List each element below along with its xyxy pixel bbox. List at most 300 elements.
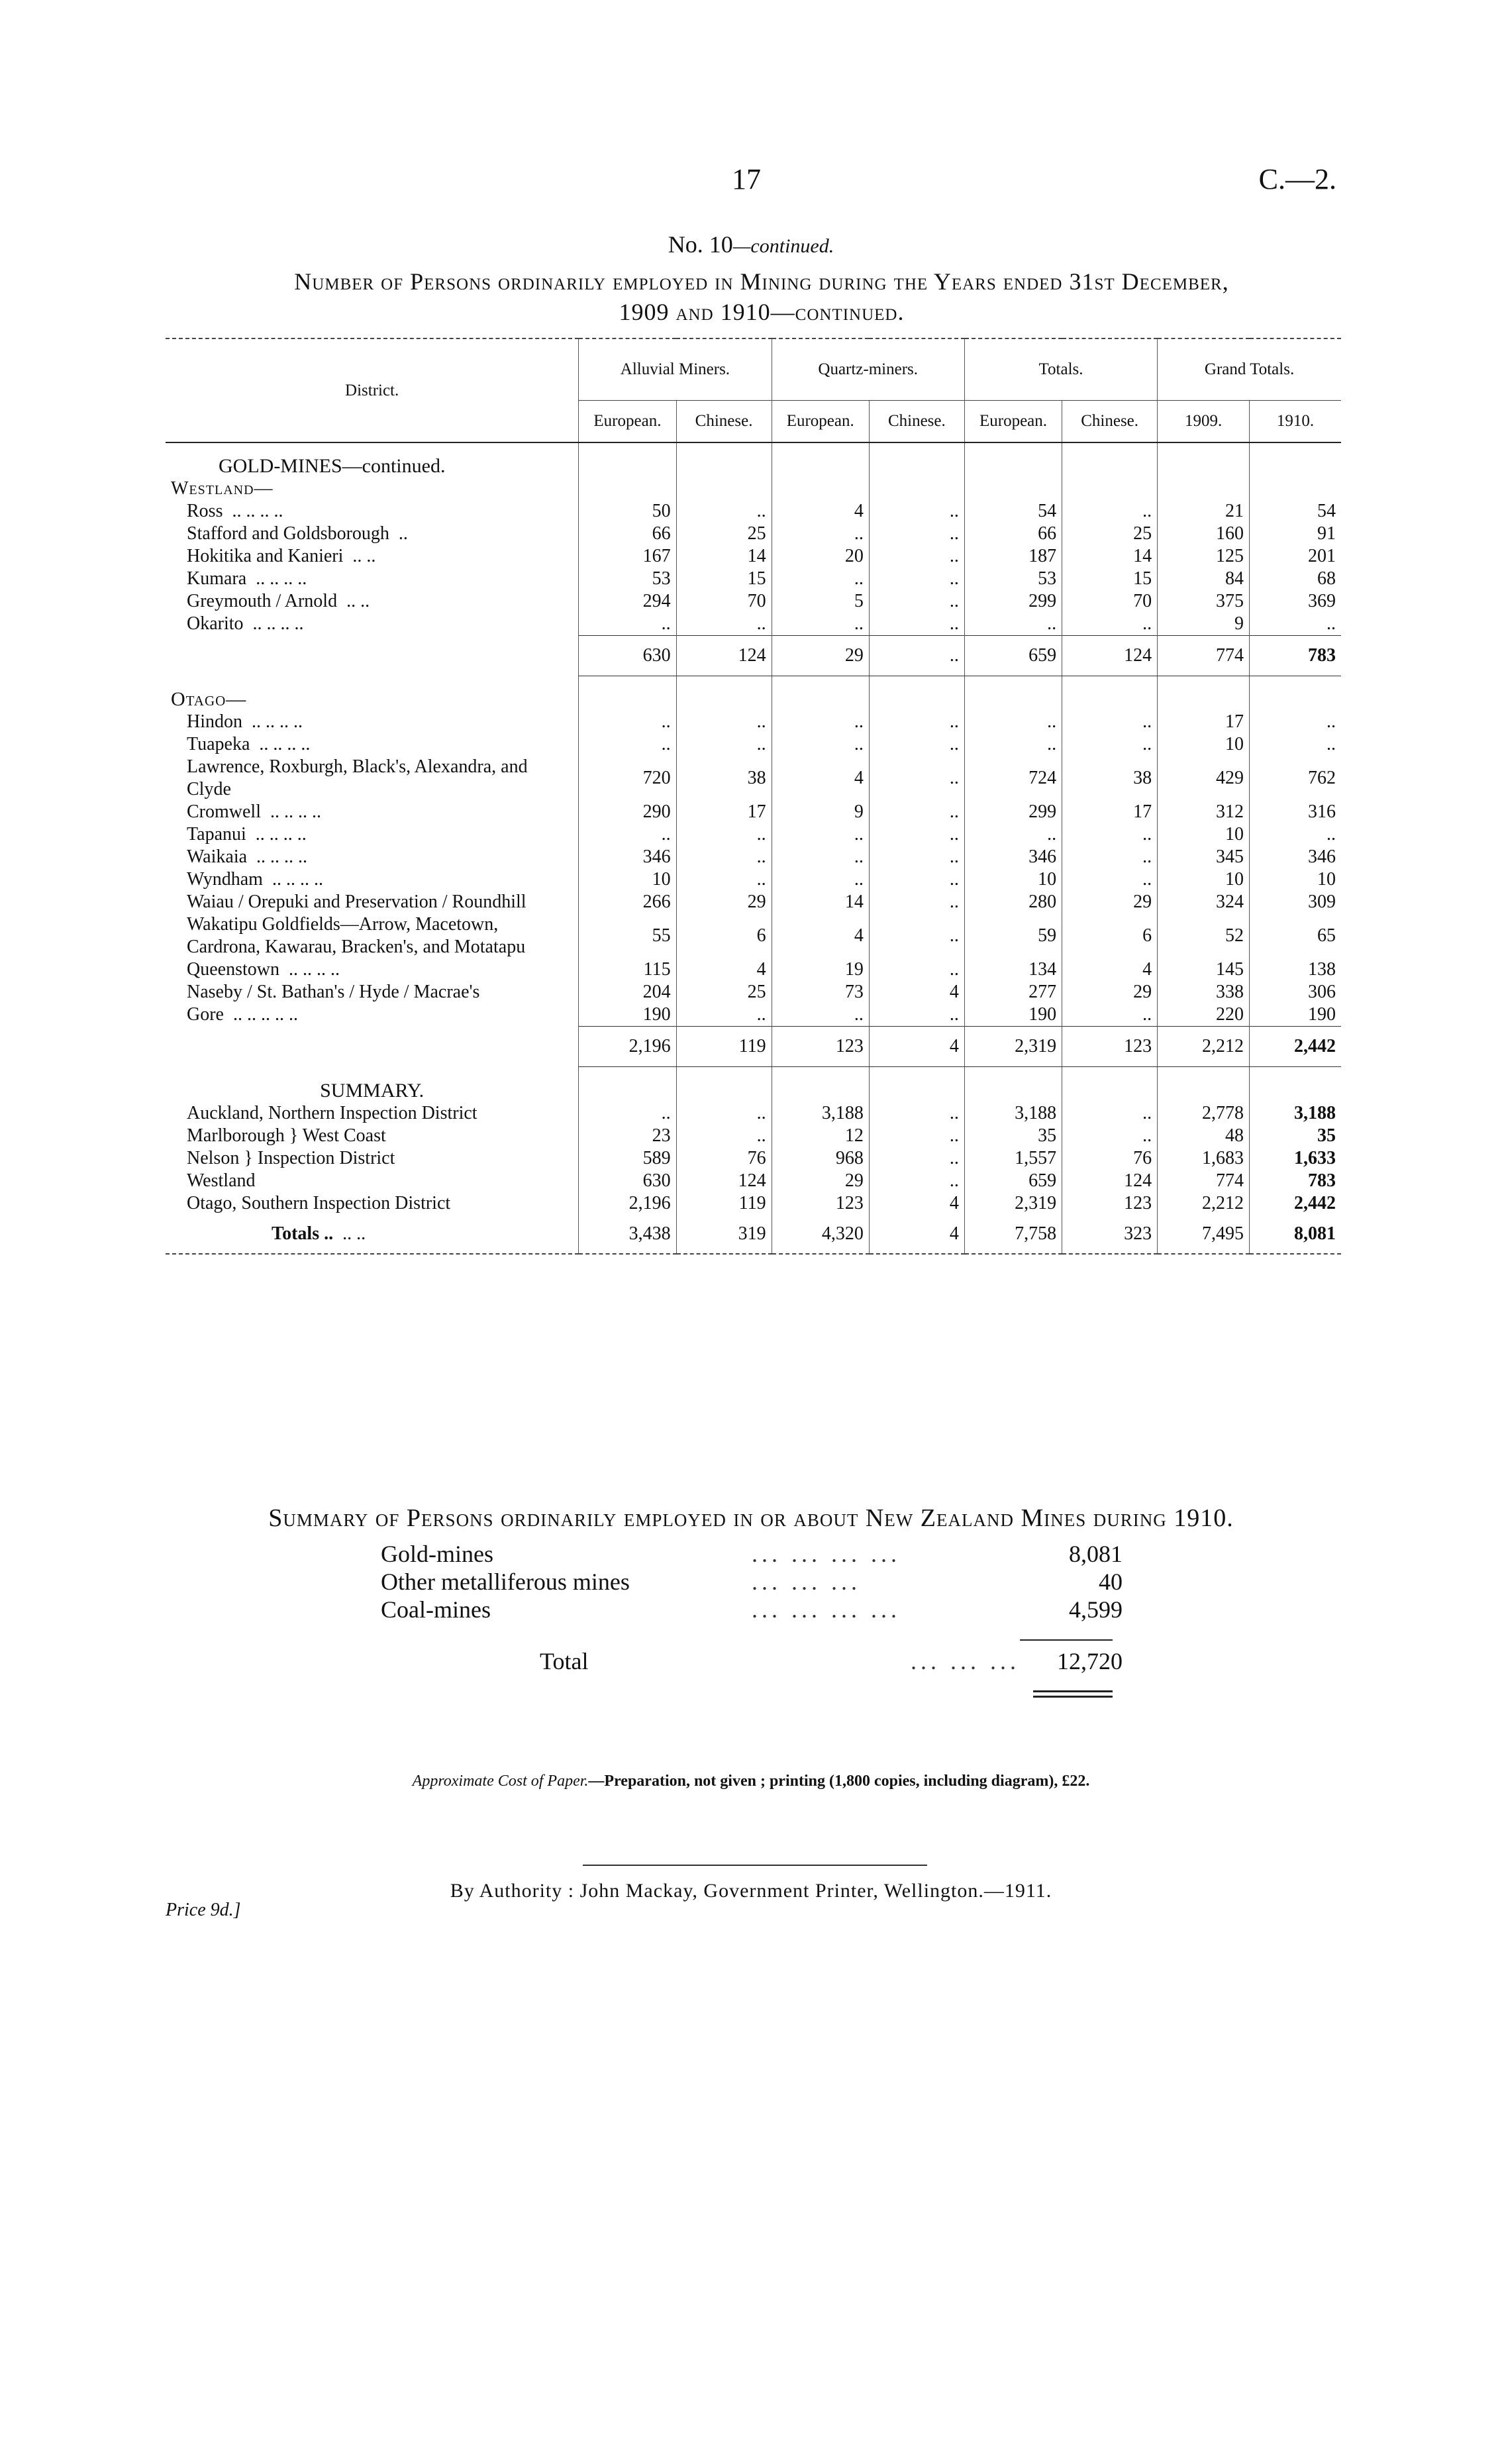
table-cell: .. — [1062, 1102, 1158, 1125]
table-cell: .. — [869, 568, 964, 590]
table-row — [166, 846, 1341, 868]
table-cell: 50 — [579, 500, 676, 523]
total-cell: 2,319 — [964, 1026, 1062, 1066]
table-cell: 35 — [964, 1125, 1062, 1147]
district-name: Tuapeka .. .. .. .. — [187, 733, 311, 754]
table-cell: 3,188 — [1250, 1102, 1341, 1125]
table-cell: 294 — [579, 590, 676, 613]
district-name: Wakatipu Goldfields—Arrow, Macetown, Cardrona, Kawarau, Bracken's, and Motatapu — [187, 913, 526, 957]
table-cell: .. — [869, 590, 964, 613]
col-district: District. — [166, 338, 579, 442]
table-cell: 774 — [1158, 1170, 1250, 1192]
total-cell: 2,212 — [1158, 1026, 1250, 1066]
table-cell: .. — [676, 613, 772, 636]
table-cell: 346 — [964, 846, 1062, 868]
table-cell: .. — [676, 868, 772, 891]
printer-rule — [583, 1865, 927, 1866]
table-cell: .. — [869, 613, 964, 636]
summary-total-cell: 4,320 — [772, 1215, 869, 1254]
table-cell: 6 — [1062, 913, 1158, 958]
table-cell: 29 — [1062, 891, 1158, 913]
summary-total-cell: 319 — [676, 1215, 772, 1254]
table-cell: .. — [676, 1003, 772, 1027]
table-cell: 29 — [772, 1170, 869, 1192]
table-cell: 123 — [772, 1192, 869, 1215]
total-cell: 630 — [579, 636, 676, 676]
table-cell: 84 — [1158, 568, 1250, 590]
table-cell: 12 — [772, 1125, 869, 1147]
table-cell: 53 — [579, 568, 676, 590]
district-name: Cromwell .. .. .. .. — [187, 801, 321, 822]
summary2-label: Coal-mines — [381, 1596, 491, 1623]
table-cell: .. — [869, 1125, 964, 1147]
table-cell: 190 — [1250, 1003, 1341, 1027]
district-name: Nelson } Inspection District — [187, 1148, 395, 1168]
table-cell: 429 — [1158, 756, 1250, 801]
table-cell: .. — [1062, 846, 1158, 868]
table-cell: .. — [1062, 868, 1158, 891]
table-cell: .. — [1062, 613, 1158, 636]
table-cell: .. — [869, 500, 964, 523]
table-cell: 138 — [1250, 958, 1341, 981]
table-cell: 10 — [1250, 868, 1341, 891]
table-cell: .. — [772, 733, 869, 756]
total-cell: 124 — [1062, 636, 1158, 676]
col-grand-1909: 1909. — [1158, 401, 1250, 443]
table-cell: 312 — [1158, 801, 1250, 823]
table-cell: 9 — [1158, 613, 1250, 636]
table-row — [166, 1170, 1341, 1192]
table-cell: 15 — [676, 568, 772, 590]
table-cell: 720 — [579, 756, 676, 801]
summary-rows — [166, 1102, 1341, 1215]
table-cell: .. — [772, 523, 869, 545]
district-name: Lawrence, Roxburgh, Black's, Alexandra, and Clyde — [187, 756, 528, 799]
table-cell: .. — [964, 733, 1062, 756]
table-cell: 4 — [869, 981, 964, 1003]
table-cell: .. — [869, 1170, 964, 1192]
summary-total-row — [166, 1215, 1341, 1254]
header-row — [166, 338, 1341, 401]
summary2-list — [381, 1540, 1123, 1675]
total-cell: 123 — [772, 1026, 869, 1066]
total-cell: 119 — [676, 1026, 772, 1066]
table-cell: 338 — [1158, 981, 1250, 1003]
table-cell: .. — [676, 1125, 772, 1147]
col-alluvial: Alluvial Miners. — [579, 338, 772, 401]
summary2-label: Gold-mines — [381, 1541, 493, 1567]
table-cell: .. — [579, 733, 676, 756]
table-cell: 4 — [1062, 958, 1158, 981]
summary-total-label: Totals .. .. .. — [166, 1215, 579, 1254]
col-grand: Grand Totals. — [1158, 338, 1341, 401]
table-cell: 15 — [1062, 568, 1158, 590]
table-title-line1: Number of Persons ordinarily employed in Mining during the Years ended 31st December, — [294, 268, 1229, 295]
table-cell: .. — [869, 545, 964, 568]
table-cell: 762 — [1250, 756, 1341, 801]
district-name: Greymouth / Arnold .. .. — [187, 591, 370, 611]
total-cell: 659 — [964, 636, 1062, 676]
table-cell: .. — [1250, 613, 1341, 636]
table-cell: 4 — [676, 958, 772, 981]
table-cell: 4 — [772, 913, 869, 958]
table-cell: 20 — [772, 545, 869, 568]
summary2-dots: ... ... ... — [752, 1568, 861, 1595]
table-row — [166, 823, 1341, 846]
table-row — [166, 711, 1341, 733]
table-cell: 48 — [1158, 1125, 1250, 1147]
summary2-row — [381, 1568, 1123, 1596]
table-cell: 167 — [579, 545, 676, 568]
table-cell: 54 — [964, 500, 1062, 523]
table-cell: 19 — [772, 958, 869, 981]
table-cell: .. — [1250, 733, 1341, 756]
table-cell: 17 — [1158, 711, 1250, 733]
table-cell: .. — [1062, 500, 1158, 523]
table-cell: 2,778 — [1158, 1102, 1250, 1125]
table-cell: 14 — [772, 891, 869, 913]
table-cell: 123 — [1062, 1192, 1158, 1215]
table-cell: 66 — [579, 523, 676, 545]
table-cell: 23 — [579, 1125, 676, 1147]
table-cell: .. — [1062, 1003, 1158, 1027]
district-name: Okarito .. .. .. .. — [187, 613, 304, 635]
table-number — [0, 231, 1502, 258]
table-cell: 659 — [964, 1170, 1062, 1192]
table-cell: 160 — [1158, 523, 1250, 545]
table-cell: .. — [869, 756, 964, 801]
table-cell: 316 — [1250, 801, 1341, 823]
table-row — [166, 733, 1341, 756]
table-cell: .. — [579, 711, 676, 733]
table-cell: 1,683 — [1158, 1147, 1250, 1170]
table-cell: .. — [1250, 823, 1341, 846]
table-cell: 3,188 — [964, 1102, 1062, 1125]
table-cell: 1,633 — [1250, 1147, 1341, 1170]
table-cell: 119 — [676, 1192, 772, 1215]
table-cell: 324 — [1158, 891, 1250, 913]
table-cell: 2,319 — [964, 1192, 1062, 1215]
table-cell: 190 — [964, 1003, 1062, 1027]
table-cell: .. — [676, 711, 772, 733]
table-cell: 14 — [676, 545, 772, 568]
table-cell: 10 — [1158, 733, 1250, 756]
table-cell: .. — [869, 958, 964, 981]
table-cell: .. — [772, 846, 869, 868]
table-cell: 59 — [964, 913, 1062, 958]
district-name: Waiau / Orepuki and Preservation / Roundhill — [187, 891, 526, 912]
table-cell: 53 — [964, 568, 1062, 590]
district-name: Stafford and Goldsborough .. — [187, 523, 408, 544]
section-summary: SUMMARY. — [320, 1080, 425, 1102]
table-row — [166, 613, 1341, 636]
table-cell: .. — [676, 1102, 772, 1125]
table-cell: 968 — [772, 1147, 869, 1170]
table-cell: .. — [772, 868, 869, 891]
district-name: Auckland, Northern Inspection District — [187, 1103, 477, 1123]
district-name: Ross .. .. .. .. — [187, 501, 283, 521]
summary2-dots: ... ... ... ... — [752, 1596, 901, 1623]
table-cell: .. — [772, 1003, 869, 1027]
table-cell: 70 — [676, 590, 772, 613]
section-row — [166, 1066, 1341, 1102]
table-cell: 290 — [579, 801, 676, 823]
district-name: Naseby / St. Bathan's / Hyde / Macrae's — [187, 981, 480, 1002]
table-cell: .. — [869, 868, 964, 891]
total-cell: 123 — [1062, 1026, 1158, 1066]
table-cell: 29 — [676, 891, 772, 913]
table-cell: .. — [869, 891, 964, 913]
table-cell: 54 — [1250, 500, 1341, 523]
table-cell: .. — [869, 846, 964, 868]
table-cell: 124 — [1062, 1170, 1158, 1192]
table-cell: 21 — [1158, 500, 1250, 523]
summary2-label: Other metalliferous mines — [381, 1568, 630, 1595]
table-cell: 724 — [964, 756, 1062, 801]
total-cell: 29 — [772, 636, 869, 676]
table-cell: 345 — [1158, 846, 1250, 868]
table-cell: .. — [1062, 823, 1158, 846]
table-cell: .. — [869, 823, 964, 846]
table-cell: .. — [579, 1102, 676, 1125]
summary2-value: 4,599 — [1069, 1596, 1123, 1623]
table-cell: .. — [772, 823, 869, 846]
table-cell: 38 — [676, 756, 772, 801]
district-name: Westland — [187, 1170, 256, 1191]
table-cell: 76 — [676, 1147, 772, 1170]
document-reference: C.—2. — [1258, 163, 1336, 195]
table-cell: .. — [676, 733, 772, 756]
table-cell: .. — [869, 1102, 964, 1125]
total-cell: 774 — [1158, 636, 1250, 676]
table-cell: 2,196 — [579, 1192, 676, 1215]
table-row — [166, 590, 1341, 613]
col-quartz: Quartz-miners. — [772, 338, 964, 401]
table-cell: 65 — [1250, 913, 1341, 958]
table-cell: 70 — [1062, 590, 1158, 613]
total-cell: 2,442 — [1250, 1026, 1341, 1066]
printer-imprint: By Authority : John Mackay, Government Printer, Wellington.—1911. — [450, 1880, 1052, 1902]
table-cell: 5 — [772, 590, 869, 613]
table-row — [166, 1102, 1341, 1125]
table-cell: .. — [964, 711, 1062, 733]
table-cell: 68 — [1250, 568, 1341, 590]
table-cell: 38 — [1062, 756, 1158, 801]
sum-rule — [1020, 1639, 1113, 1641]
table-title-line2: 1909 and 1910—continued. — [619, 299, 905, 325]
table-cell: 66 — [964, 523, 1062, 545]
col-alluvial-european: European. — [579, 401, 676, 443]
table-cell: 2,442 — [1250, 1192, 1341, 1215]
table-row — [166, 1125, 1341, 1147]
table-cell: 369 — [1250, 590, 1341, 613]
total-cell: 2,196 — [579, 1026, 676, 1066]
summary2-value: 8,081 — [1069, 1541, 1123, 1567]
cost-label: Approximate Cost of Paper. — [412, 1772, 589, 1790]
summary2-value: 40 — [1099, 1568, 1123, 1595]
table-cell: 2,212 — [1158, 1192, 1250, 1215]
district-name: Marlborough } West Coast — [187, 1125, 386, 1146]
table-cell: 346 — [579, 846, 676, 868]
summary-total-cell: 4 — [869, 1215, 964, 1254]
table-cell: .. — [869, 523, 964, 545]
table-cell: .. — [869, 913, 964, 958]
table-cell: 309 — [1250, 891, 1341, 913]
section-otago: Otago— — [171, 688, 247, 710]
district-name: Tapanui .. .. .. .. — [187, 823, 307, 845]
section-row — [166, 442, 1341, 478]
table-row — [166, 801, 1341, 823]
cost-text: —Preparation, not given ; printing (1,800 copies, including diagram), £22. — [588, 1772, 1090, 1790]
table-cell: .. — [772, 613, 869, 636]
table-cell: .. — [676, 823, 772, 846]
summary2-row — [381, 1596, 1123, 1623]
table-cell: 783 — [1250, 1170, 1341, 1192]
summary-total-cell: 7,758 — [964, 1215, 1062, 1254]
total-cell: 124 — [676, 636, 772, 676]
district-name: Wyndham .. .. .. .. — [187, 868, 323, 890]
double-rule-top — [1033, 1690, 1113, 1692]
table-row — [166, 1003, 1341, 1027]
table-cell: 10 — [579, 868, 676, 891]
summary2-total-dots: ... ... ... — [911, 1648, 1020, 1674]
table-cell: 589 — [579, 1147, 676, 1170]
table-cell: 346 — [1250, 846, 1341, 868]
table-cell: 25 — [676, 981, 772, 1003]
col-totals: Totals. — [964, 338, 1157, 401]
table-cell: 35 — [1250, 1125, 1341, 1147]
table-cell: .. — [869, 1147, 964, 1170]
table-row — [166, 1147, 1341, 1170]
table-row — [166, 1192, 1341, 1215]
table-row — [166, 500, 1341, 523]
district-name: Otago, Southern Inspection District — [187, 1193, 451, 1213]
table-cell: .. — [964, 613, 1062, 636]
table-cell: 280 — [964, 891, 1062, 913]
table-cell: .. — [579, 613, 676, 636]
table-cell: .. — [869, 801, 964, 823]
table-cell: 220 — [1158, 1003, 1250, 1027]
table-row — [166, 756, 1341, 801]
col-quartz-chinese: Chinese. — [869, 401, 964, 443]
table-cell: 29 — [1062, 981, 1158, 1003]
summary-total-cell: 3,438 — [579, 1215, 676, 1254]
table-cell: 10 — [964, 868, 1062, 891]
table-cell: 190 — [579, 1003, 676, 1027]
table-cell: 52 — [1158, 913, 1250, 958]
table-cell: 14 — [1062, 545, 1158, 568]
table-cell: .. — [869, 711, 964, 733]
table-cell: 266 — [579, 891, 676, 913]
col-grand-1910: 1910. — [1250, 401, 1341, 443]
total-cell: .. — [869, 636, 964, 676]
table-cell: 299 — [964, 801, 1062, 823]
table-cell: 630 — [579, 1170, 676, 1192]
table-title — [166, 266, 1358, 327]
summary2-title: Summary of Persons ordinarily employed in or about New Zealand Mines during 1910. — [268, 1504, 1234, 1532]
table-cell: .. — [1062, 1125, 1158, 1147]
table-cell: 204 — [579, 981, 676, 1003]
total-cell: 783 — [1250, 636, 1341, 676]
table-row — [166, 913, 1341, 958]
section-row — [166, 478, 1341, 500]
cost-of-paper-note — [0, 1772, 1502, 1790]
summary-total-cell: 323 — [1062, 1215, 1158, 1254]
section-gold-mines: GOLD-MINES—continued. — [219, 455, 446, 477]
table-row — [166, 568, 1341, 590]
summary2-total-row — [381, 1647, 1123, 1675]
table-cell: 4 — [869, 1192, 964, 1215]
otago-rows — [166, 711, 1341, 1027]
district-name: Kumara .. .. .. .. — [187, 568, 307, 589]
table-cell: .. — [964, 823, 1062, 846]
table-cell: 76 — [1062, 1147, 1158, 1170]
table-row — [166, 958, 1341, 981]
table-cell: 277 — [964, 981, 1062, 1003]
district-name: Gore .. .. .. .. .. — [187, 1003, 298, 1025]
table-cell: .. — [676, 846, 772, 868]
table-cell: 25 — [1062, 523, 1158, 545]
table-cell: .. — [676, 500, 772, 523]
table-cell: 125 — [1158, 545, 1250, 568]
table-cell: .. — [869, 733, 964, 756]
district-name: Waikaia .. .. .. .. — [187, 846, 308, 867]
district-name: Hokitika and Kanieri .. .. — [187, 546, 376, 566]
table-cell: 3,188 — [772, 1102, 869, 1125]
page-number: 17 — [732, 163, 761, 195]
double-rule-bottom — [1033, 1696, 1113, 1698]
table-cell: .. — [772, 568, 869, 590]
summary2-total-value: 12,720 — [1057, 1648, 1123, 1674]
table-number-suffix: —continued. — [732, 235, 834, 257]
table-cell: 4 — [772, 756, 869, 801]
table-cell: 4 — [772, 500, 869, 523]
summary2-dots: ... ... ... ... — [752, 1541, 901, 1567]
otago-total-row — [166, 1026, 1341, 1066]
table-row — [166, 523, 1341, 545]
table-cell: 375 — [1158, 590, 1250, 613]
table-cell: .. — [869, 1003, 964, 1027]
table-cell: 55 — [579, 913, 676, 958]
district-name: Queenstown .. .. .. .. — [187, 958, 340, 980]
westland-total-row — [166, 636, 1341, 676]
table-cell: 306 — [1250, 981, 1341, 1003]
table-cell: .. — [772, 711, 869, 733]
table-cell: 6 — [676, 913, 772, 958]
table-cell: 91 — [1250, 523, 1341, 545]
employment-table — [166, 338, 1341, 1255]
table-cell: .. — [1062, 711, 1158, 733]
col-alluvial-chinese: Chinese. — [676, 401, 772, 443]
section-row — [166, 676, 1341, 711]
table-cell: 17 — [676, 801, 772, 823]
table-row — [166, 545, 1341, 568]
table-cell: 115 — [579, 958, 676, 981]
table-cell: 17 — [1062, 801, 1158, 823]
table-number-label: No. 10 — [668, 231, 733, 258]
table-cell: .. — [579, 823, 676, 846]
summary-total-cell: 7,495 — [1158, 1215, 1250, 1254]
table-cell: 299 — [964, 590, 1062, 613]
table-cell: 134 — [964, 958, 1062, 981]
table-cell: 187 — [964, 545, 1062, 568]
table-cell: 1,557 — [964, 1147, 1062, 1170]
section-westland: Westland— — [171, 478, 274, 499]
col-quartz-european: European. — [772, 401, 869, 443]
price-note: Price 9d.] — [166, 1900, 241, 1920]
table-cell: .. — [1250, 711, 1341, 733]
table-cell: 10 — [1158, 868, 1250, 891]
